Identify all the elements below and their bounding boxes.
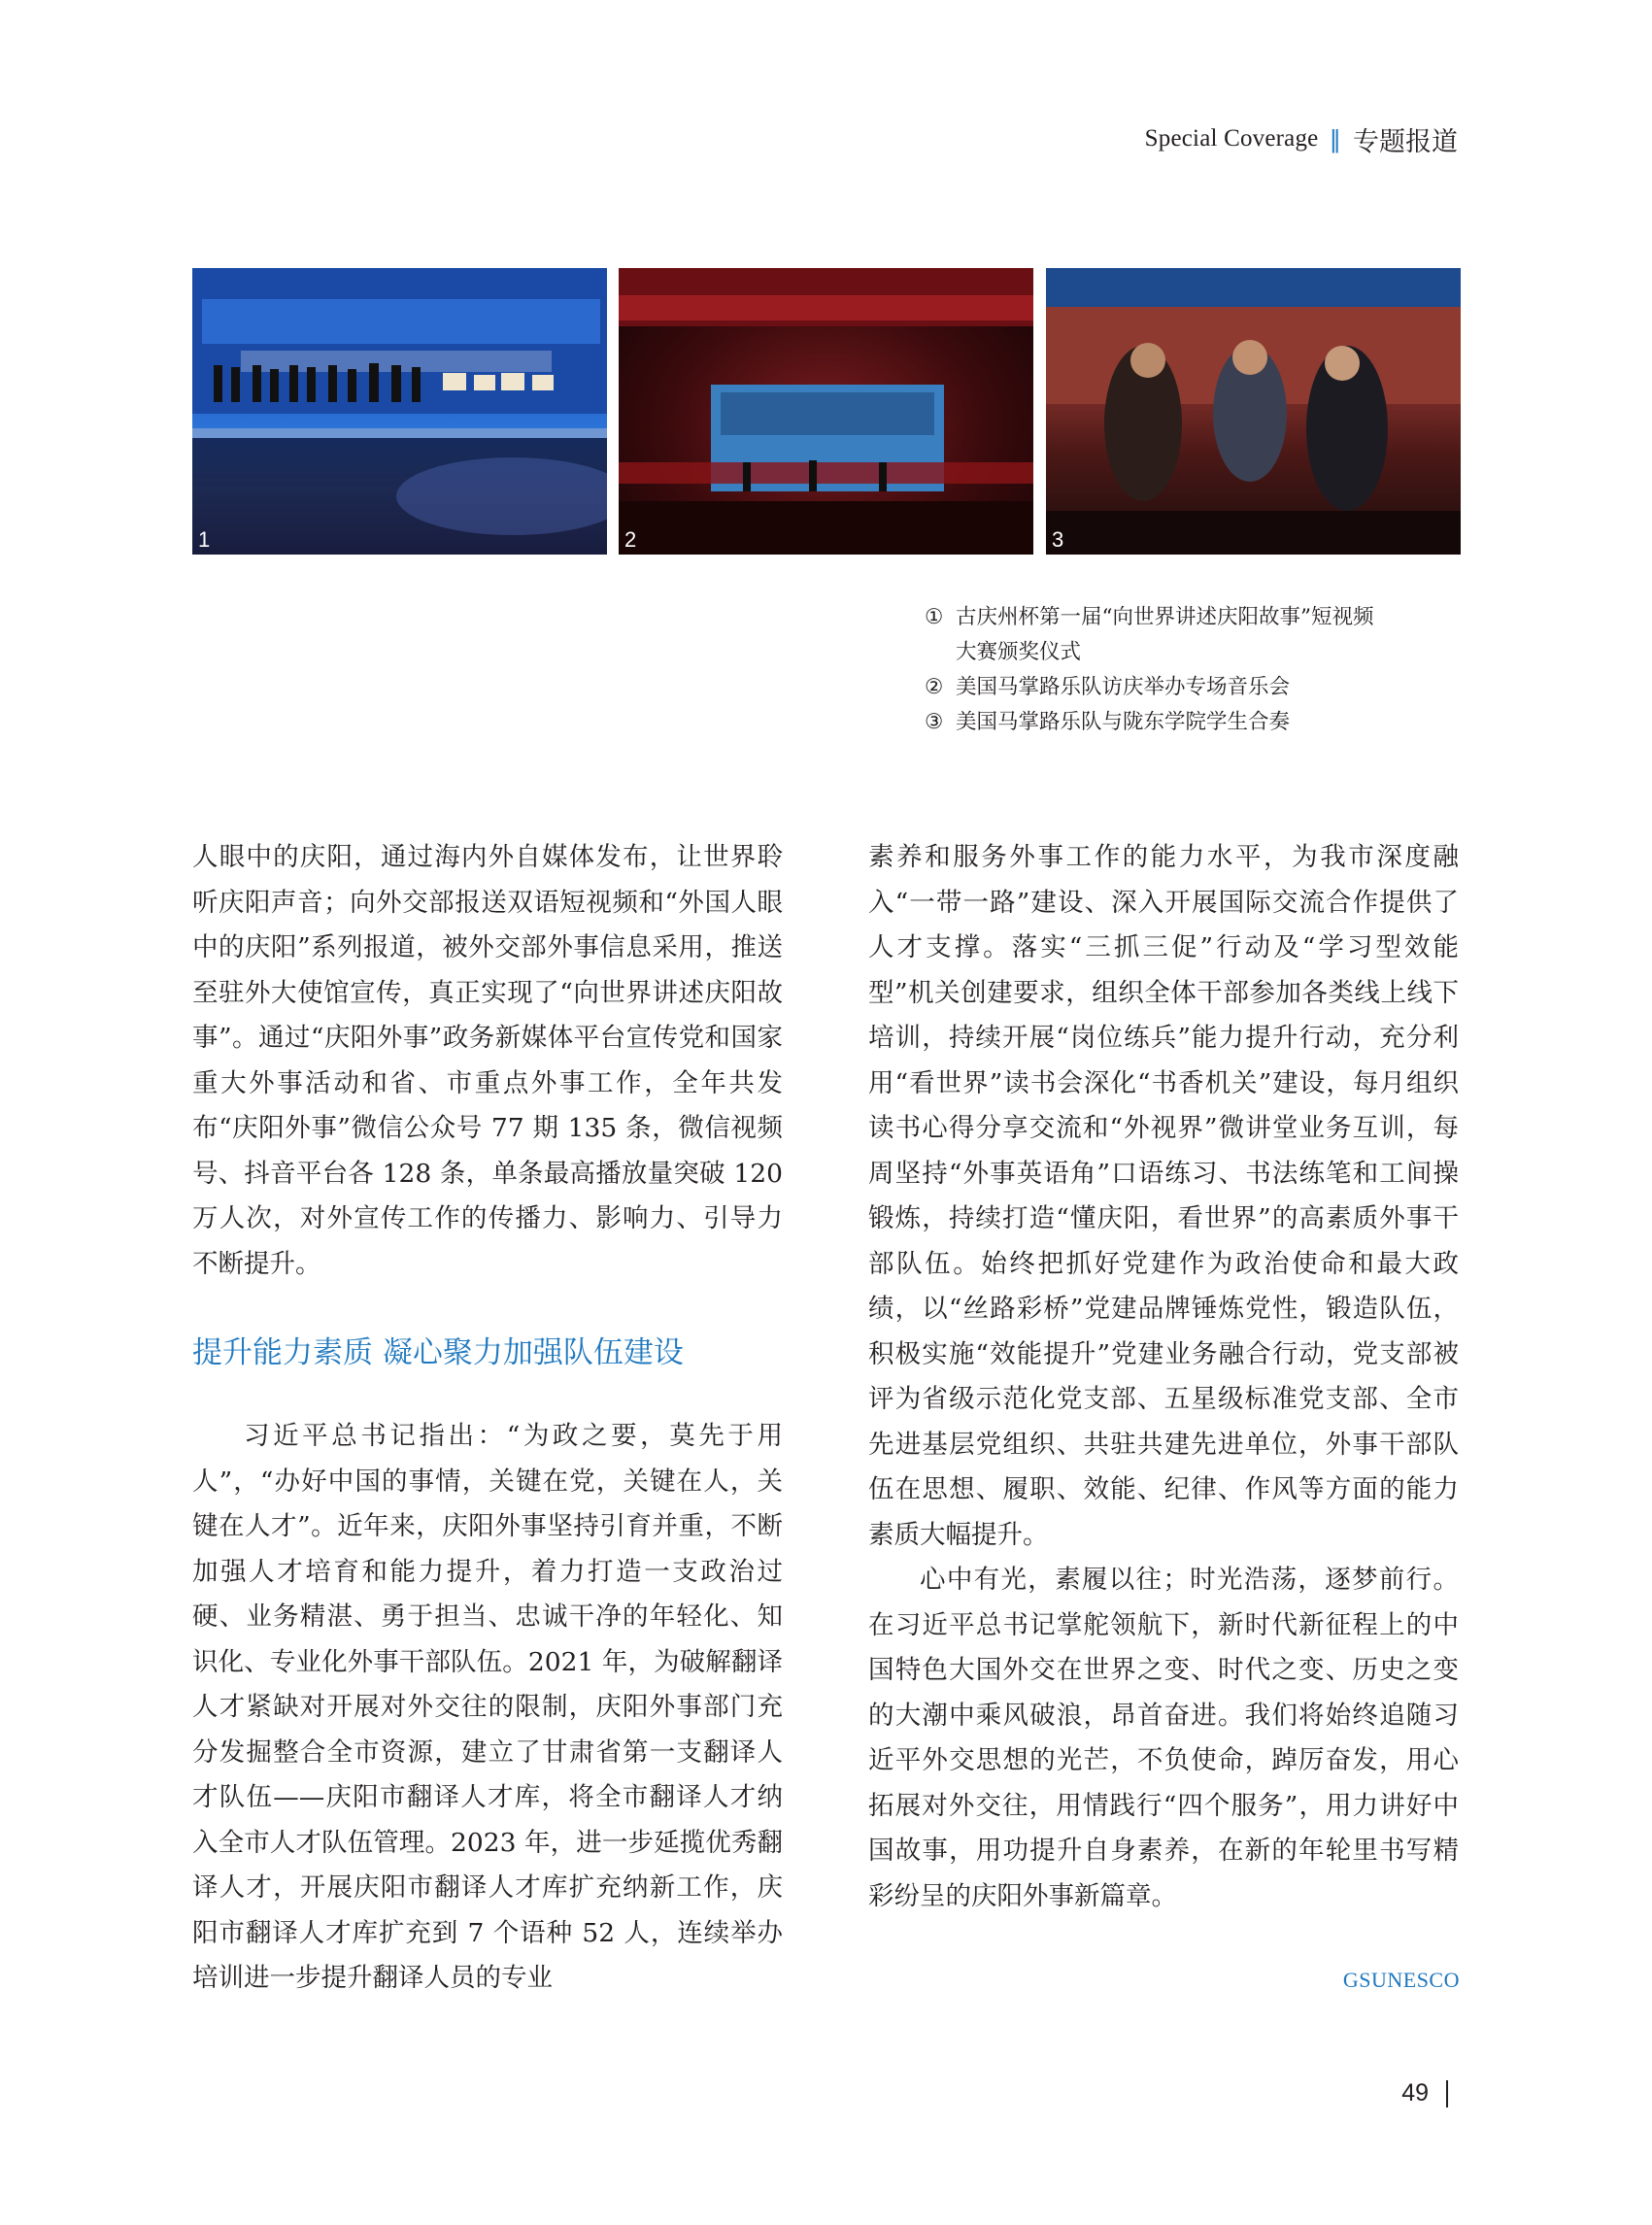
caption-marker: ① <box>925 605 944 629</box>
caption-text: 古庆州杯第一届“向世界讲述庆阳故事”短视频 <box>956 605 1374 629</box>
body-paragraph: 人眼中的庆阳，通过海内外自媒体发布，让世界聆听庆阳声音；向外交部报送双语短视频和“外国人眼中的庆阳”系列报道，被外交部外事信息采用，推送至驻外大使馆宣传，真正实现了“向世界讲述庆阳故事”。通过“庆阳外事”政务新媒体平台宣传党和国家重大外事活动和省、市重点外事工作，全年共发布“庆阳外事”微信公众号 77 期 135 条，微信视频号、抖音平台各 128 条，单条最高播放量突破 120 万人次，对外宣传工作的传播力、影响力、引导力不断提升。 <box>192 842 783 1279</box>
caption-marker: ③ <box>925 710 944 734</box>
left-column <box>192 835 783 2002</box>
right-column <box>868 835 1459 1919</box>
concert-stage-illustration <box>619 268 1033 555</box>
page-footer <box>1401 2079 1448 2107</box>
musicians-performance-photo <box>1046 268 1461 555</box>
header-separator: || <box>1330 123 1337 153</box>
caption-item <box>925 670 1468 705</box>
caption-text-continued: 大赛颁奖仪式 <box>956 640 1082 664</box>
body-paragraph: 素养和服务外事工作的能力水平，为我市深度融入“一带一路”建设、深入开展国际交流合作提供了人才支撑。落实“三抓三促”行动及“学习型效能型”机关创建要求，组织全体干部参加各类线上线下培训，持续开展“岗位练兵”能力提升行动，充分利用“看世界”读书会深化“书香机关”建设，每月组织读书心得分享交流和“外视界”微讲堂业务互训，每周坚持“外事英语角”口语练习、书法练笔和工间操锻炼，持续打造“懂庆阳，看世界”的高素质外事干部队伍。始终把抓好党建作为政治使命和最大政绩，以“丝路彩桥”党建品牌锤炼党性，锻造队伍，积极实施“效能提升”党建业务融合行动，党支部被评为省级示范化党支部、五星级标准党支部、全市先进基层党组织、共驻共建先进单位，外事干部队伍在思想、履职、效能、纪律、作风等方面的能力素质大幅提升。 <box>868 842 1459 1550</box>
photo-strip <box>192 268 1461 555</box>
musicians-illustration <box>1046 268 1461 555</box>
running-header <box>1145 121 1458 156</box>
award-ceremony-illustration <box>192 268 607 555</box>
page-number-divider <box>1446 2080 1448 2107</box>
photo-captions <box>925 600 1468 740</box>
photo-number: 1 <box>198 527 211 552</box>
caption-item <box>925 705 1468 740</box>
caption-marker: ② <box>925 675 944 699</box>
concert-stage-photo <box>619 268 1033 555</box>
body-paragraph: 习近平总书记指出：“为政之要，莫先于用人”，“办好中国的事情，关键在党，关键在人，关键在人才”。近年来，庆阳外事坚持引育并重，不断加强人才培育和能力提升，着力打造一支政治过硬、业务精湛、勇于担当、忠诚干净的年轻化、知识化、专业化外事干部队伍。2021 年，为破解翻译人才紧缺对开展对外交往的限制，庆阳外事部门充分发掘整合全市资源，建立了甘肃省第一支翻译人才队伍——庆阳市翻译人才库，将全市翻译人才纳入全市人才队伍管理。2023 年，进一步延揽优秀翻译人才，开展庆阳市翻译人才库扩充纳新工作，庆阳市翻译人才库扩充到 7 个语种 52 人，连续举办培训进一步提升翻译人员的专业 <box>192 1421 783 1993</box>
section-title-en: Special Coverage <box>1144 125 1319 152</box>
photo-number: 3 <box>1052 527 1064 552</box>
award-ceremony-photo <box>192 268 607 555</box>
article-source: GSUNESCO <box>1342 1968 1460 1992</box>
photo-number: 2 <box>624 527 637 552</box>
page-number: 49 <box>1401 2079 1429 2107</box>
caption-text: 美国马掌路乐队与陇东学院学生合奏 <box>956 710 1291 734</box>
caption-item <box>925 600 1468 635</box>
body-paragraph: 心中有光，素履以往；时光浩荡，逐梦前行。在习近平总书记掌舵领航下，新时代新征程上的中国特色大国外交在世界之变、时代之变、历史之变的大潮中乘风破浪，昂首奋进。我们将始终追随习近平外交思想的光芒，不负使命，踔厉奋发，用心拓展对外交往，用情践行“四个服务”，用力讲好中国故事，用功提升自身素养，在新的年轮里书写精彩纷呈的庆阳外事新篇章。 <box>868 1565 1459 1911</box>
caption-text: 美国马掌路乐队访庆举办专场音乐会 <box>956 675 1291 699</box>
section-heading: 提升能力素质 凝心聚力加强队伍建设 <box>192 1335 684 1370</box>
section-title-zh: 专题报道 <box>1353 126 1458 157</box>
